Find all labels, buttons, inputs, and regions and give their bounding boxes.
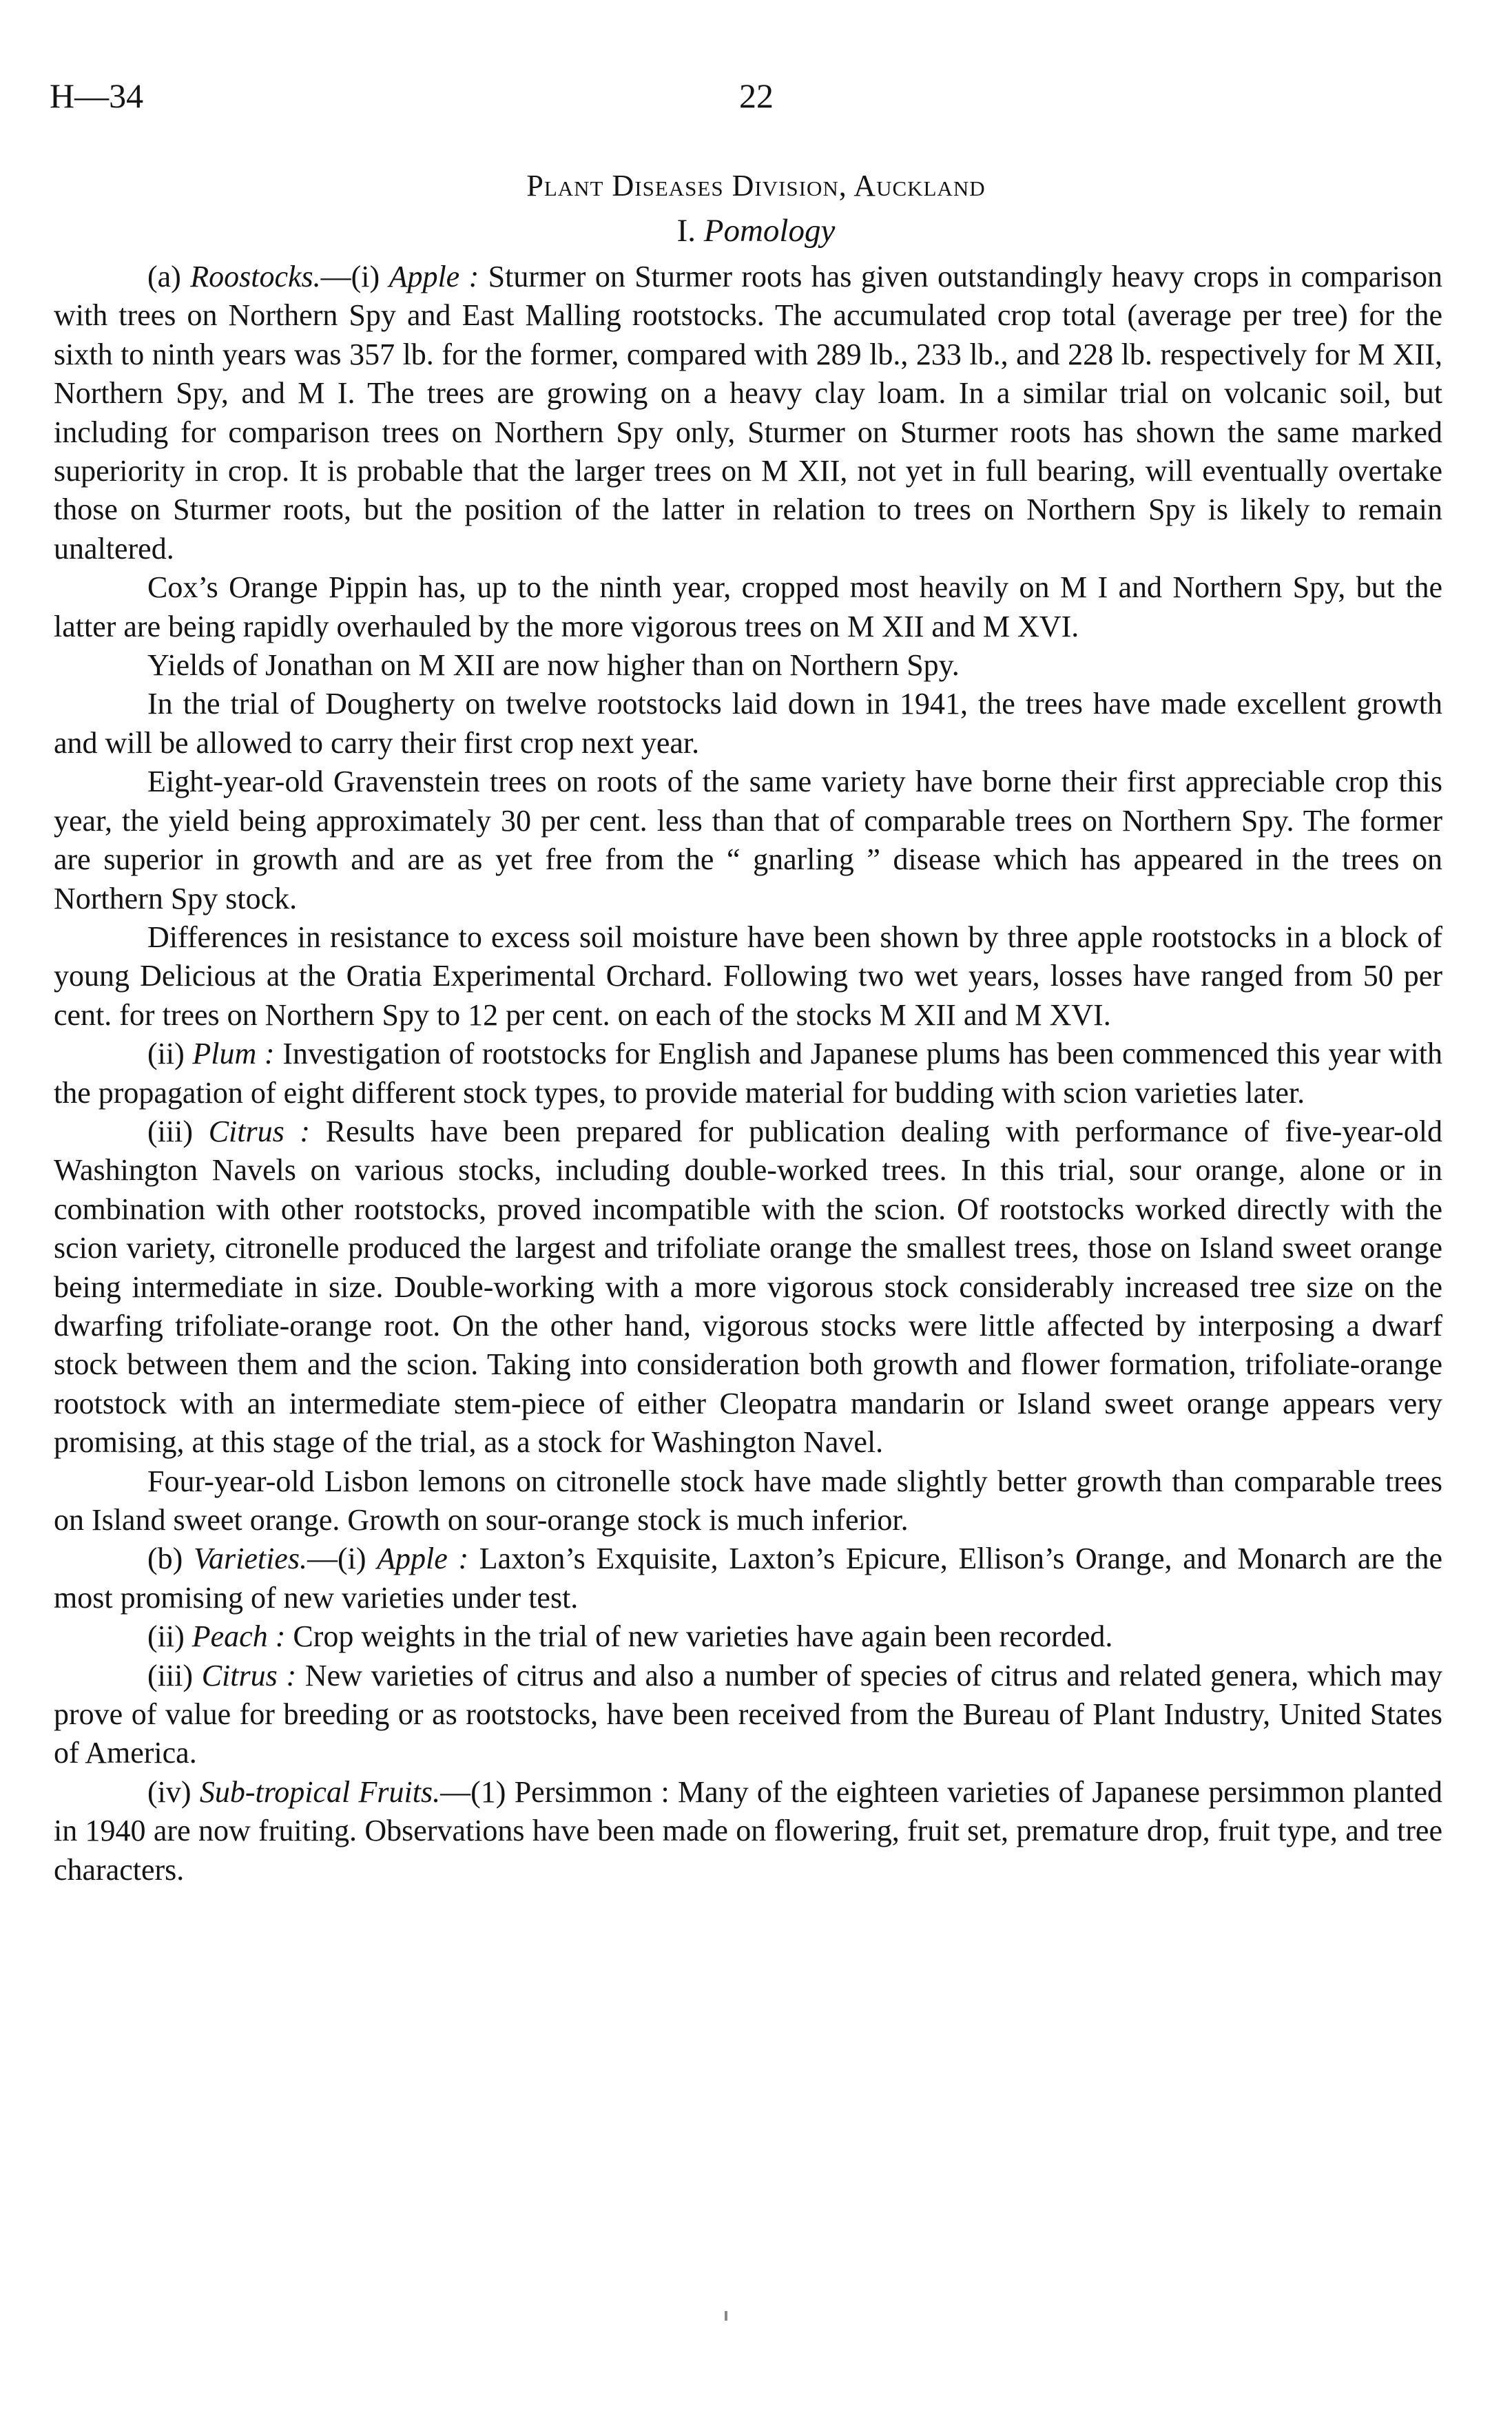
paragraph: Four-year-old Lisbon lemons on citronelle stock have made slightly better growth than comparable trees on Island sweet orange. Growth on sour-orange stock is much inferior.	[54, 1464, 1442, 1537]
paragraph: (iii) Citrus : Results have been prepared for publication dealing with performance of five-year-old Washington Navels on various stocks, including double-worked trees. In this trial, sour orange, alone or in combination with other rootstocks, proved incompatible with the scion. Of rootstocks worked directly with the scion variety, citronelle produced the largest and trifoliate orange the smallest trees, those on Island sweet orange being intermediate in size. Double-working with a more vigorous stock considerably increased tree size on the dwarfing trifoliate-orange root. On the other hand, vigorous stocks were little affected by interposing a dwarf stock between them and the scion. Taking into consideration both growth and flower formation, trifoliate-orange rootstock with an intermediate stem-piece of either Cleopatra mandarin or Island sweet orange appears very promising, at this stage of the trial, as a stock for Washington Navel.	[54, 1114, 1442, 1460]
body-text	[54, 258, 1442, 1889]
paragraph: (ii) Plum : Investigation of rootstocks for English and Japanese plums has been commenced this year with the propagation of eight different stock types, to provide material for budding with scion varieties later.	[54, 1037, 1442, 1110]
paragraph: In the trial of Dougherty on twelve rootstocks laid down in 1941, the trees have made excellent growth and will be allowed to carry their first crop next year.	[54, 687, 1442, 760]
section-title	[0, 208, 1512, 253]
paragraph: (ii) Peach : Crop weights in the trial of new varieties have again been recorded.	[147, 1619, 1113, 1654]
paragraph: (iii) Citrus : New varieties of citrus and also a number of species of citrus and related genera, which may prove of value for breeding or as rootstocks, have been received from the Bureau of Plant Industry, United States of America.	[54, 1658, 1442, 1770]
section-number: I.	[676, 213, 696, 249]
paragraph: Differences in resistance to excess soil moisture have been shown by three apple rootstocks in a block of young Delicious at the Oratia Experimental Orchard. Following two wet years, losses have ranged from 50 per cent. for trees on Northern Spy to 12 per cent. on each of the stocks M XII and M XVI.	[54, 920, 1442, 1032]
paragraph: Eight-year-old Gravenstein trees on roots of the same variety have borne their first appreciable crop this year, the yield being approximately 30 per cent. less than that of comparable trees on Northern Spy. The former are superior in growth and are as yet free from the “ gnarling ” disease which has appeared in the trees on Northern Spy stock.	[54, 765, 1442, 915]
paragraph: (a) Roostocks.—(i) Apple : Sturmer on Sturmer roots has given outstandingly heavy crops in comparison with trees on Northern Spy and East Malling rootstocks. The accumulated crop total (average per tree) for the sixth to ninth years was 357 lb. for the former, compared with 289 lb., 233 lb., and 228 lb. respectively for M XII, Northern Spy, and M I. The trees are growing on a heavy clay loam. In a similar trial on volcanic soil, but including for comparison trees on Northern Spy only, Sturmer on Sturmer roots has shown the same marked superiority in crop. It is probable that the larger trees on M XII, not yet in full bearing, will eventually overtake those on Sturmer roots, but the position of the latter in relation to trees on Northern Spy is likely to remain unaltered.	[54, 260, 1442, 566]
page-header	[50, 72, 1463, 120]
paragraph: Yields of Jonathan on M XII are now higher than on Northern Spy.	[147, 648, 960, 683]
page-number: 22	[739, 76, 774, 115]
paragraph: (iv) Sub-tropical Fruits.—(1) Persimmon : Many of the eighteen varieties of Japanese persimmon planted in 1940 are now fruiting. Observations have been made on flowering, fruit set, premature drop, fruit type, and tree characters.	[54, 1774, 1443, 1887]
print-mark	[725, 2311, 727, 2321]
paragraph: (b) Varieties.—(i) Apple : Laxton’s Exquisite, Laxton’s Epicure, Ellison’s Orange, and Monarch are the most promising of new varieties under test.	[54, 1542, 1443, 1615]
division-title: Plant Diseases Division, Auckland	[526, 169, 986, 203]
paragraph: Cox’s Orange Pippin has, up to the ninth year, cropped most heavily on M I and Northern Spy, but the latter are being rapidly overhauled by the more vigorous trees on M XII and M XVI.	[54, 570, 1442, 643]
section-name: Pomology	[703, 213, 836, 249]
document-reference: H—34	[50, 76, 144, 115]
